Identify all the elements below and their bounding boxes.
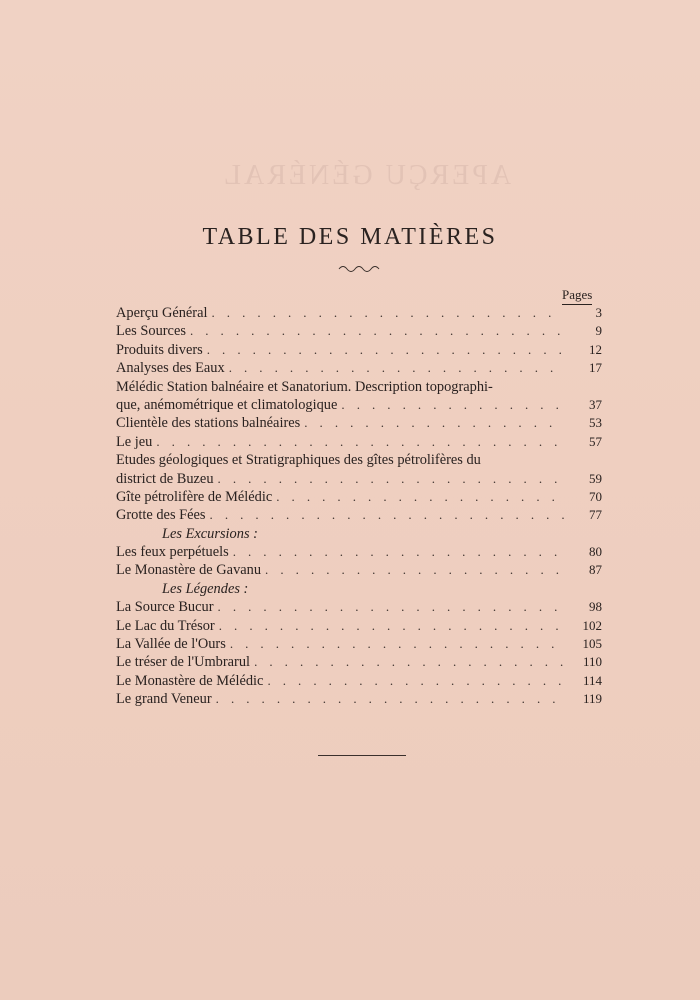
leader-dots: [210, 506, 564, 524]
toc-entry-label: que, anémométrique et climatologique: [116, 396, 338, 413]
toc-entry[interactable]: [116, 561, 602, 579]
toc-entry-page: 53: [589, 415, 602, 431]
toc-entry-label: Clientèle des stations balnéaires: [116, 415, 301, 432]
toc-entry-label: La Source Bucur: [116, 599, 214, 616]
leader-dots: [190, 322, 564, 340]
toc-entry-page: 114: [582, 672, 602, 688]
toc-entry-label: Etudes géologiques et Stratigraphiques des gîtes pétrolifères du: [116, 452, 481, 469]
section-heading-excursions: Les Excursions :: [162, 525, 258, 542]
toc-entry[interactable]: [116, 617, 602, 635]
toc-entry-label: Le grand Veneur: [116, 691, 212, 708]
leader-dots: [212, 304, 565, 322]
toc-entry[interactable]: [116, 690, 602, 708]
leader-dots: [254, 653, 564, 671]
toc-entry-label: district de Buzeu: [116, 470, 214, 487]
leader-dots: [218, 470, 564, 488]
toc-entry-label: Produits divers: [116, 341, 203, 358]
leader-dots: [219, 617, 564, 635]
toc-entry[interactable]: [116, 433, 602, 451]
toc-entry-page: 80: [589, 544, 602, 560]
pages-column-header: Pages: [562, 287, 592, 305]
toc-entry[interactable]: [116, 322, 602, 340]
toc-entry[interactable]: [116, 488, 602, 506]
toc-entry-page: 12: [589, 341, 602, 357]
leader-dots: [229, 359, 564, 377]
toc-entry[interactable]: [116, 341, 602, 359]
toc-entry-label: Gîte pétrolifère de Mélédic: [116, 488, 273, 505]
leader-dots: [156, 433, 564, 451]
toc-entry[interactable]: [116, 359, 602, 377]
leader-dots: [216, 690, 564, 708]
leader-dots: [276, 488, 564, 506]
leader-dots: [341, 396, 564, 414]
toc-entry-page: 3: [595, 304, 602, 320]
leader-dots: [233, 543, 564, 561]
toc-entry[interactable]: [116, 653, 602, 671]
toc-entry-label: La Vallée de l'Ours: [116, 636, 226, 653]
leader-dots: [304, 414, 564, 432]
closing-rule: [318, 755, 406, 756]
toc-entry-page: 37: [589, 396, 602, 412]
toc-entry-line1[interactable]: [116, 451, 602, 469]
toc-entry[interactable]: [116, 543, 602, 561]
toc-entry-label: Les feux perpétuels: [116, 544, 229, 561]
toc-entry[interactable]: [116, 396, 602, 414]
bleed-through-text: APERÇU GÉNÉRAL: [220, 160, 512, 191]
toc-entry[interactable]: [116, 304, 602, 322]
toc-entry[interactable]: [116, 672, 602, 690]
toc-entry-page: 70: [589, 488, 602, 504]
section-heading-legendes: Les Légendes :: [162, 580, 249, 597]
leader-dots: [267, 672, 564, 690]
toc-entry-label: Le Lac du Trésor: [116, 617, 215, 634]
toc-entry-label: Le Monastère de Gavanu: [116, 562, 262, 579]
toc-entry-page: 105: [582, 636, 602, 652]
toc-entry-label: Les Sources: [116, 323, 186, 340]
toc-entry-label: Le tréser de l'Umbrarul: [116, 654, 251, 671]
leader-dots: [207, 341, 564, 359]
leader-dots: [230, 635, 564, 653]
toc-entry-label: Grotte des Fées: [116, 507, 206, 524]
toc-entry-page: 110: [582, 654, 602, 670]
toc-entry[interactable]: [116, 470, 602, 488]
toc-entry-page: 9: [595, 323, 602, 339]
toc-entry-page: 87: [589, 562, 602, 578]
toc-entry-label: Mélédic Station balnéaire et Sanatorium. Description topographi-: [116, 378, 493, 395]
toc-entry-page: 17: [589, 360, 602, 376]
leader-dots: [265, 561, 564, 579]
toc-entry[interactable]: [116, 635, 602, 653]
toc-entry[interactable]: [116, 598, 602, 616]
ornament-swash: [337, 262, 383, 274]
toc-entry-label: Aperçu Général: [116, 304, 208, 321]
toc-entry-page: 98: [589, 599, 602, 615]
toc-entry-page: 77: [589, 507, 602, 523]
leader-dots: [218, 598, 564, 616]
toc-entry-label: Le jeu: [116, 433, 153, 450]
toc-entry-page: 102: [582, 617, 602, 633]
toc-entry-label: Le Monastère de Mélédic: [116, 672, 264, 689]
toc-entry-label: Analyses des Eaux: [116, 360, 225, 377]
toc-entry-page: 59: [589, 470, 602, 486]
toc-entry-line1[interactable]: [116, 378, 602, 396]
page-title: TABLE DES MATIÈRES: [202, 224, 498, 250]
toc-entry-page: 119: [582, 691, 602, 707]
table-of-contents: [116, 304, 602, 709]
toc-entry[interactable]: [116, 506, 602, 524]
toc-entry[interactable]: [116, 414, 602, 432]
toc-entry-page: 57: [589, 433, 602, 449]
